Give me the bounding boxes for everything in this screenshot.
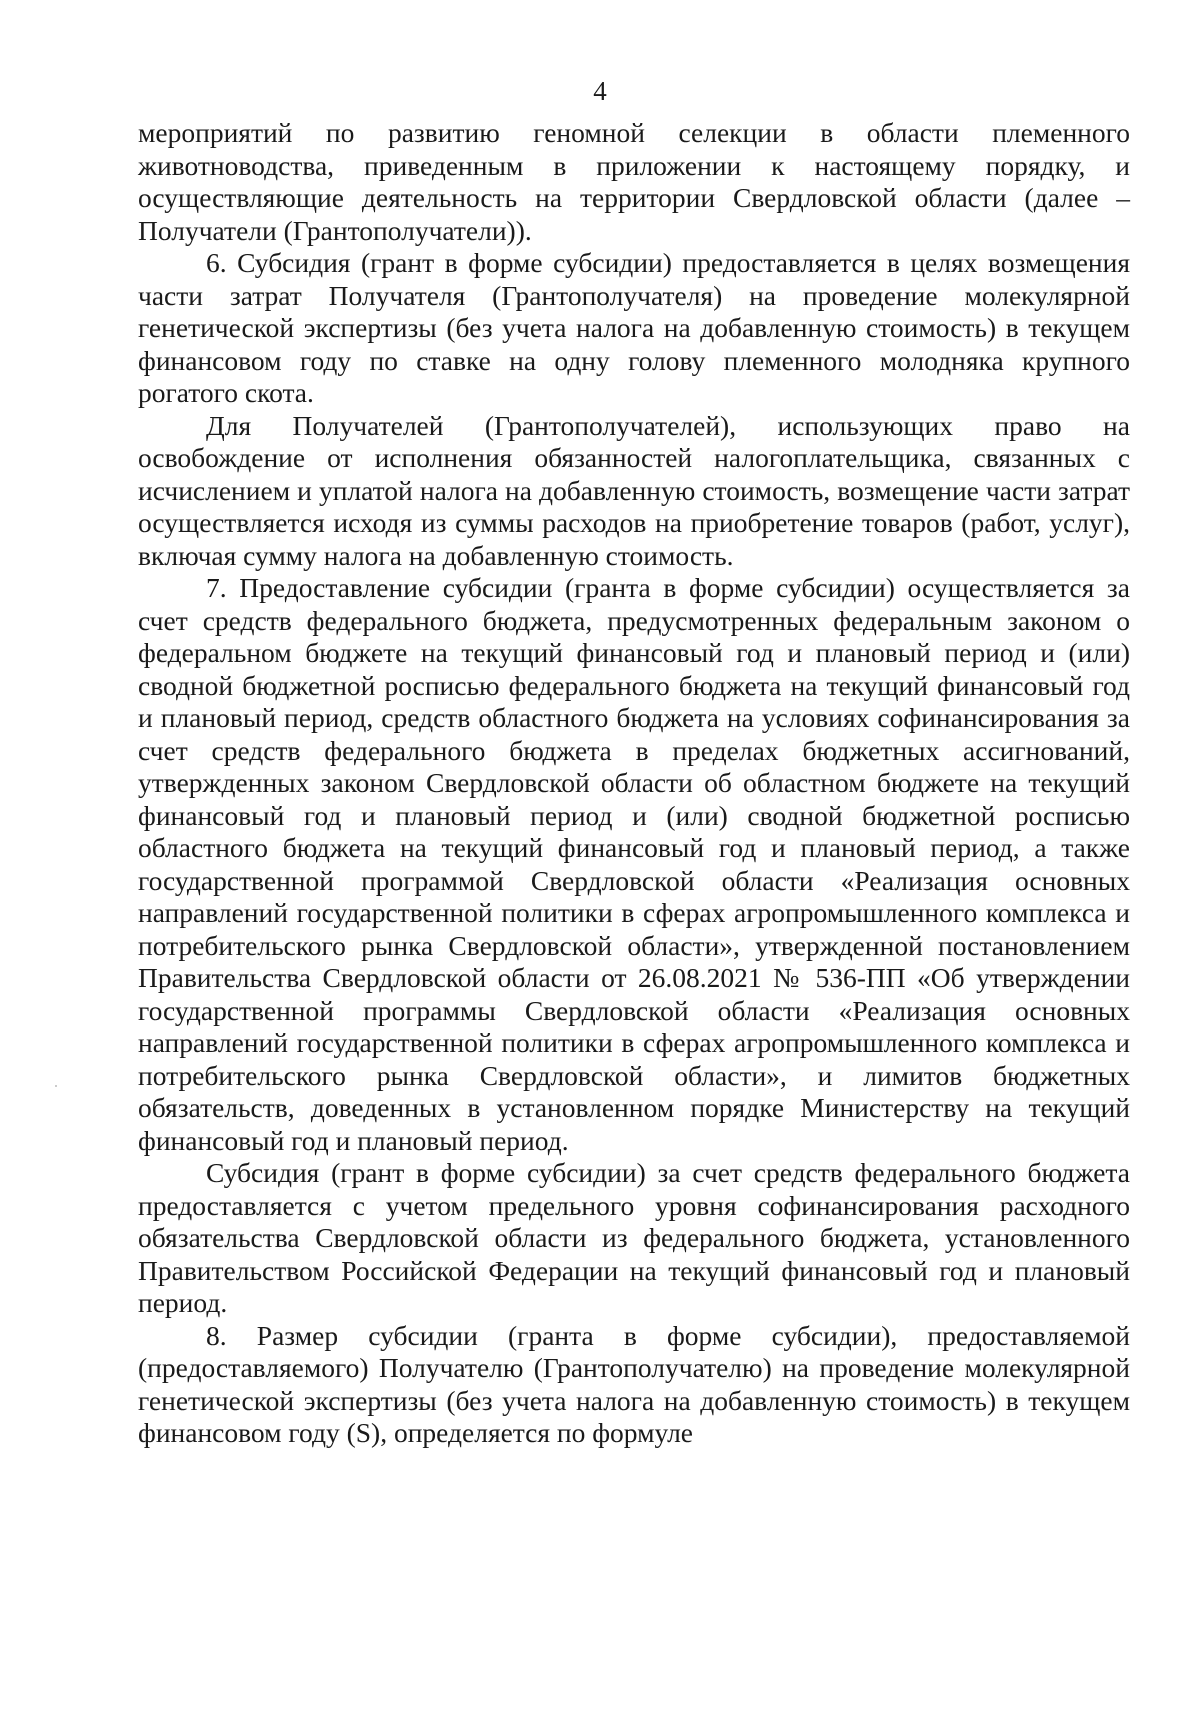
paragraph-continuation: мероприятий по развитию геномной селекции в области племенного животноводства, приведенным в приложении к настоящему порядку, и осуществляющие деятельность на территории Свердловской области (далее – Получатели (Грантополучатели)).: [138, 117, 1130, 246]
paragraph-vat-exemption: Для Получателей (Грантополучателей), использующих право на освобождение от исполнения обязанностей налогоплательщика, связанных с исчислением и уплатой налога на добавленную стоимость, возмещение части затрат осуществляется исходя из суммы расходов на приобретение товаров (работ, услуг), включая сумму налога на добавленную стоимость.: [138, 409, 1130, 571]
paragraph-item-8: 8. Размер субсидии (гранта в форме субсидии), предоставляемой (предоставляемого) Получателю (Грантополучателю) на проведение молекулярной генетической экспертизы (без учета налога на добавленную стоимость) в текущем финансовом году (S), определяется по формуле: [138, 1319, 1130, 1448]
scan-speck: [55, 1085, 57, 1087]
paragraph-federal-subsidy: Субсидия (грант в форме субсидии) за счет средств федерального бюджета предоставляется с учетом предельного уровня софинансирования расходного обязательства Свердловской области из федерального бюджета, установленного Правительством Российской Федерации на текущий финансовый год и плановый период.: [138, 1157, 1130, 1318]
paragraph-item-7: 7. Предоставление субсидии (гранта в форме субсидии) осуществляется за счет средств федерального бюджета, предусмотренных федеральным законом о федеральном бюджете на текущий финансовый год и плановый период и (или) сводной бюджетной росписью федерального бюджета на текущий финансовый год и плановый период, средств областного бюджета на условиях софинансирования за счет средств федерального бюджета в пределах бюджетных ассигнований, утвержденных законом Свердловской области об областном бюджете на текущий финансовый год и плановый период и (или) сводной бюджетной росписью областного бюджета на текущий финансовый год и плановый период, а также государственной программой Свердловской области «Реализация основных направлений государственной политики в сферах агропромышленного комплекса и потребительского рынка Свердловской области», утвержденной постановлением Правительства Свердловской области от 26.08.2021 № 536-ПП «Об утверждении государственной программы Свердловской области «Реализация основных направлений государственной политики в сферах агропромышленного комплекса и потребительского рынка Свердловской области», и лимитов бюджетных обязательств, доведенных в установленном порядке Министерству на текущий финансовый год и плановый период.: [138, 572, 1130, 1156]
paragraph-item-6: 6. Субсидия (грант в форме субсидии) предоставляется в целях возмещения части затрат Получателя (Грантополучателя) на проведение молекулярной генетической экспертизы (без учета налога на добавленную стоимость) в текущем финансовом году по ставке на одну голову племенного молодняка крупного рогатого скота.: [138, 247, 1130, 408]
page-number: 4: [593, 76, 607, 106]
document-body: [138, 117, 1130, 1450]
